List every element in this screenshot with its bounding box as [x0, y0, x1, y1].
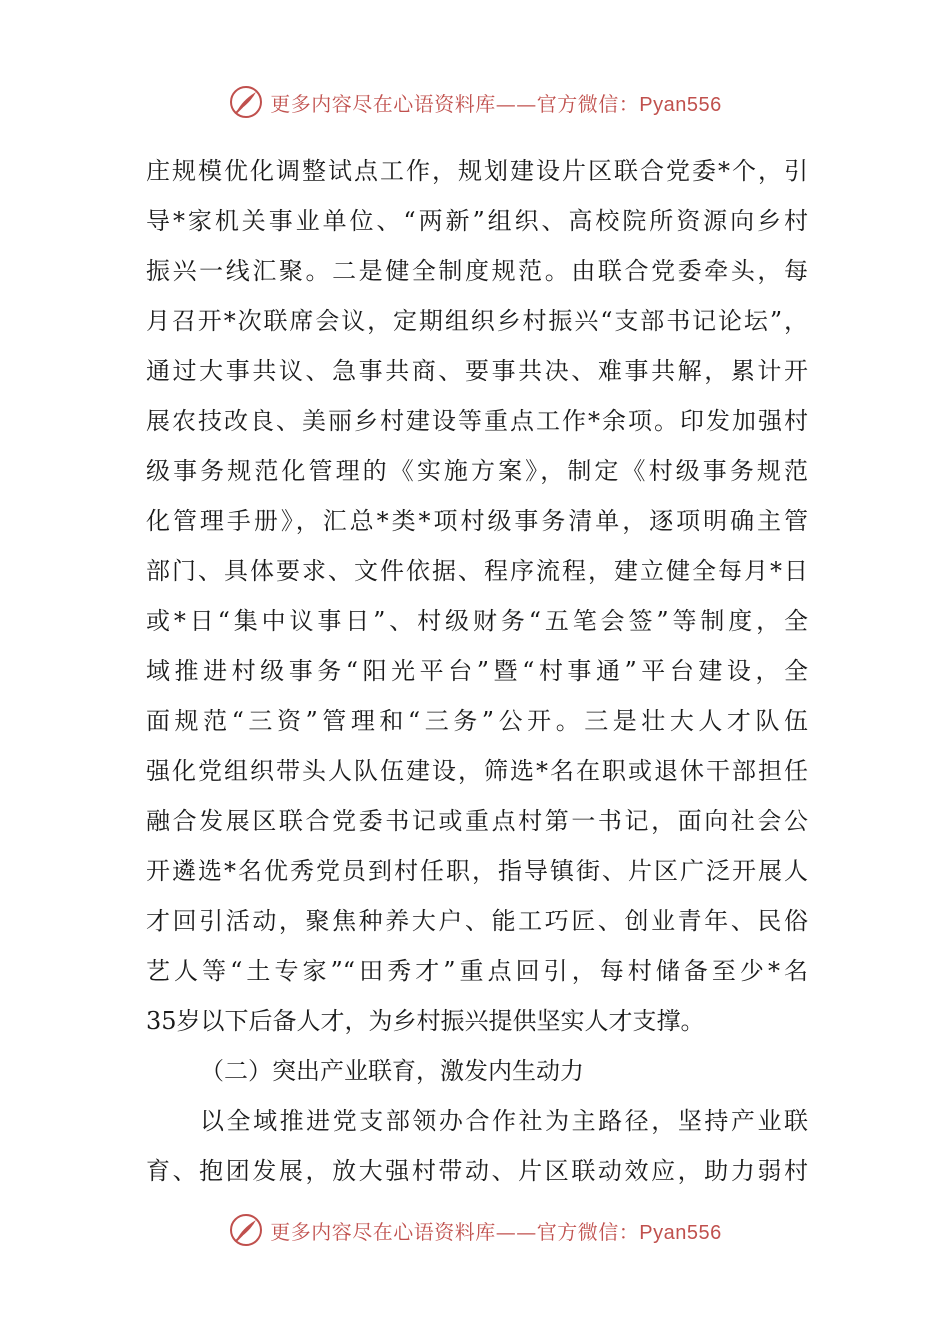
body-line-5: 通过大事共议、急事共商、要事共决、难事共解，累计开: [146, 357, 808, 385]
body-line-12: 面规范“三资”管理和“三务”公开。三是壮大人才队伍: [146, 707, 808, 735]
body-line-4: 月召开*次联席会议，定期组织乡村振兴“支部书记论坛”，: [146, 307, 808, 335]
body-line-20: 以全域推进党支部领办合作社为主路径，坚持产业联: [200, 1107, 808, 1135]
quill-logo-icon: [228, 84, 264, 120]
section-heading: （二）突出产业联育，激发内生动力: [200, 1057, 584, 1085]
body-line-21: 育、抱团发展，放大强村带动、片区联动效应，助力弱村: [146, 1157, 808, 1185]
body-line-18: 35岁以下后备人才，为乡村振兴提供坚实人才支撑。: [146, 1007, 705, 1035]
body-line-10: 或*日“集中议事日”、村级财务“五笔会签”等制度，全: [146, 607, 808, 635]
body-line-15: 开遴选*名优秀党员到村任职，指导镇街、片区广泛开展人: [146, 857, 808, 885]
body-line-3: 振兴一线汇聚。二是健全制度规范。由联合党委牵头，每: [146, 257, 808, 285]
body-line-9: 部门、具体要求、文件依据、程序流程，建立健全每月*日: [146, 557, 808, 585]
body-line-13: 强化党组织带头人队伍建设，筛选*名在职或退休干部担任: [146, 757, 808, 785]
header-watermark: [0, 82, 950, 122]
footer-watermark: [0, 1210, 950, 1250]
body-line-11: 域推进村级事务“阳光平台”暨“村事通”平台建设，全: [146, 657, 808, 685]
body-line-16: 才回引活动，聚焦种养大户、能工巧匠、创业青年、民俗: [146, 907, 808, 935]
document-body: [146, 146, 808, 1196]
body-line-1: 庄规模优化调整试点工作，规划建设片区联合党委*个，引: [146, 157, 808, 185]
body-line-14: 融合发展区联合党委书记或重点村第一书记，面向社会公: [146, 807, 808, 835]
watermark-text: 更多内容尽在心语资料库——官方微信：Pyan556: [270, 1219, 722, 1244]
body-line-2: 导*家机关事业单位、“两新”组织、高校院所资源向乡村: [146, 207, 808, 235]
body-line-6: 展农技改良、美丽乡村建设等重点工作*余项。印发加强村: [146, 407, 808, 435]
body-line-7: 级事务规范化管理的《实施方案》，制定《村级事务规范: [146, 457, 808, 485]
body-line-17: 艺人等“土专家”“田秀才”重点回引，每村储备至少*名: [146, 957, 808, 985]
quill-logo-icon: [228, 1212, 264, 1248]
body-line-8: 化管理手册》，汇总*类*项村级事务清单，逐项明确主管: [146, 507, 808, 535]
watermark-text: 更多内容尽在心语资料库——官方微信：Pyan556: [270, 91, 722, 116]
